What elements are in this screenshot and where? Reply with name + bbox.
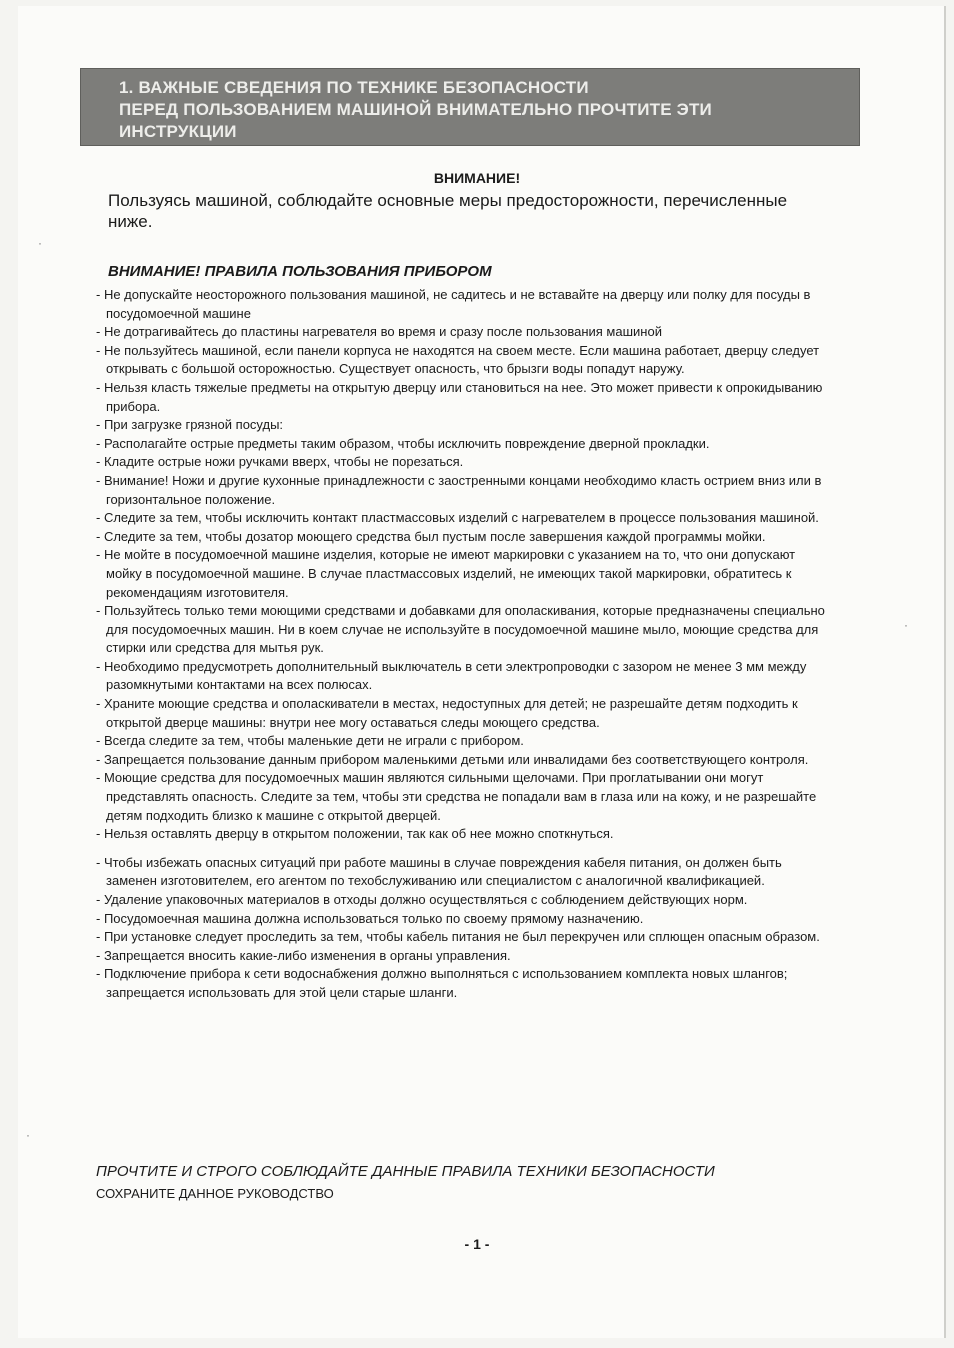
rule-item: - Храните моющие средства и ополаскиватели в местах, недоступных для детей; не разрешайте детям подходить к открытой дверце машины: внутри нее могу оставаться следы моющего средства. — [96, 696, 798, 730]
rule-item: - Запрещается вносить какие-либо изменения в органы управления. — [96, 947, 511, 963]
scan-speck: · — [26, 1128, 30, 1142]
rule-item: - Подключение прибора к сети водоснабжения должно выполняться с использованием комплекта новых шлангов; запрещается использовать для этой цели старые шланги. — [96, 966, 788, 1000]
scan-speck: · — [38, 236, 42, 250]
section-banner — [80, 68, 860, 146]
rule-item: - Не мойте в посудомоечной машине изделия, которые не имеют маркировки с указанием на то, что они допускают мойку в посудомоечной машине. В случае пластмассовых изделий, не имеющих такой маркировки, обратитесь к рекомендациям изготовителя. — [96, 547, 796, 600]
rule-item: - Не дотрагивайтесь до пластины нагревателя во время и сразу после пользования машиной — [96, 324, 662, 340]
scan-speck: · — [904, 618, 908, 632]
lead-paragraph: Пользуясь машиной, соблюдайте основные меры предосторожности, перечисленные ниже. — [108, 191, 788, 231]
page-number: - 1 - — [464, 1236, 490, 1252]
rules-heading: ВНИМАНИЕ! ПРАВИЛА ПОЛЬЗОВАНИЯ ПРИБОРОМ — [108, 263, 492, 280]
rule-item: - Располагайте острые предметы таким образом, чтобы исключить повреждение дверной прокладки. — [96, 435, 710, 451]
rule-item: - При загрузке грязной посуды: — [96, 417, 284, 433]
rule-item: - Удаление упаковочных материалов в отходы должно осуществляться с соблюдением действующих норм. — [96, 892, 748, 907]
attention-heading: ВНИМАНИЕ! — [433, 170, 521, 186]
rule-item: - Пользуйтесь только теми моющими средствами и добавками для ополаскивания, которые предназначены специально для посудомоечных машин. Ни в коем случае не используйте в посудомоечной машине мыло, моющие средства для стирки или средства для мытья рук. — [96, 603, 825, 656]
rule-item: - Чтобы избежать опасных ситуаций при работе машины в случае повреждения кабеля питания, он должен быть заменен изготовителем, его агентом по техобслуживанию или специалистом с аналогичной квалификацией. — [96, 854, 782, 889]
footer-keep-manual: СОХРАНИТЕ ДАННОЕ РУКОВОДСТВО — [96, 1186, 334, 1201]
rule-item: - Не допускайте неосторожного пользования машиной, не садитесь и не вставайте на дверцу или полку для посуды в посудомоечной машине — [96, 287, 811, 321]
rule-item: - Следите за тем, чтобы дозатор моющего средства был пустым после завершения каждой программы мойки. — [96, 528, 766, 544]
rules-list — [96, 286, 826, 1003]
rule-item: - Нельзя класть тяжелые предметы на открытую дверцу или становиться на нее. Это может привести к опрокидыванию прибора. — [96, 379, 823, 414]
rule-item: - При установке следует проследить за тем, чтобы кабель питания не был перекручен или сплющен опасным образом. — [96, 929, 820, 945]
rule-item: - Нельзя оставлять дверцу в открытом положении, так как об нее можно споткнуться. — [96, 826, 614, 842]
banner-line-3: ИНСТРУКЦИИ — [119, 122, 237, 141]
rule-item: - Моющие средства для посудомоечных машин являются сильными щелочами. При проглатывании они могут представлять опасность. Следите за тем, чтобы эти средства не попадали вам в глаза или на кожу, и не разрешайте детям подходить близко к машине с открытой дверцей. — [96, 770, 817, 823]
rule-item: - Не пользуйтесь машиной, если панели корпуса не находятся на своем месте. Если машина работает, дверцу следует открывать с большой осторожностью. Существует опасность, что брызги воды попадут наружу. — [96, 342, 820, 377]
rule-item: - Запрещается пользование данным прибором маленькими детьми или инвалидами без соответствующего контроля. — [96, 751, 809, 767]
rule-item: - Всегда следите за тем, чтобы маленькие дети не играли с прибором. — [96, 733, 524, 749]
rule-item: - Посудомоечная машина должна использоваться только по своему прямому назначению. — [96, 910, 644, 926]
rule-item: - Следите за тем, чтобы исключить контакт пластмассовых изделий с нагревателем в процессе пользования машиной. — [96, 510, 819, 526]
banner-line-1: 1. ВАЖНЫЕ СВЕДЕНИЯ ПО ТЕХНИКЕ БЕЗОПАСНОСТИ — [119, 78, 589, 97]
rule-item: - Необходимо предусмотреть дополнительный выключатель в сети электропроводки с зазором не менее 3 мм между разомкнутыми контактами на всех полюсах. — [96, 658, 807, 693]
rule-item: - Внимание! Ножи и другие кухонные принадлежности с заостренными концами необходимо класть острием вниз или в горизонтальное положение. — [96, 472, 822, 507]
rule-item: - Кладите острые ножи ручками вверх, чтобы не порезаться. — [96, 454, 464, 470]
footer-warning: ПРОЧТИТЕ И СТРОГО СОБЛЮДАЙТЕ ДАННЫЕ ПРАВИЛА ТЕХНИКИ БЕЗОПАСНОСТИ — [96, 1163, 715, 1180]
banner-line-2: ПЕРЕД ПОЛЬЗОВАНИЕМ МАШИНОЙ ВНИМАТЕЛЬНО ПРОЧТИТЕ ЭТИ — [119, 100, 712, 119]
